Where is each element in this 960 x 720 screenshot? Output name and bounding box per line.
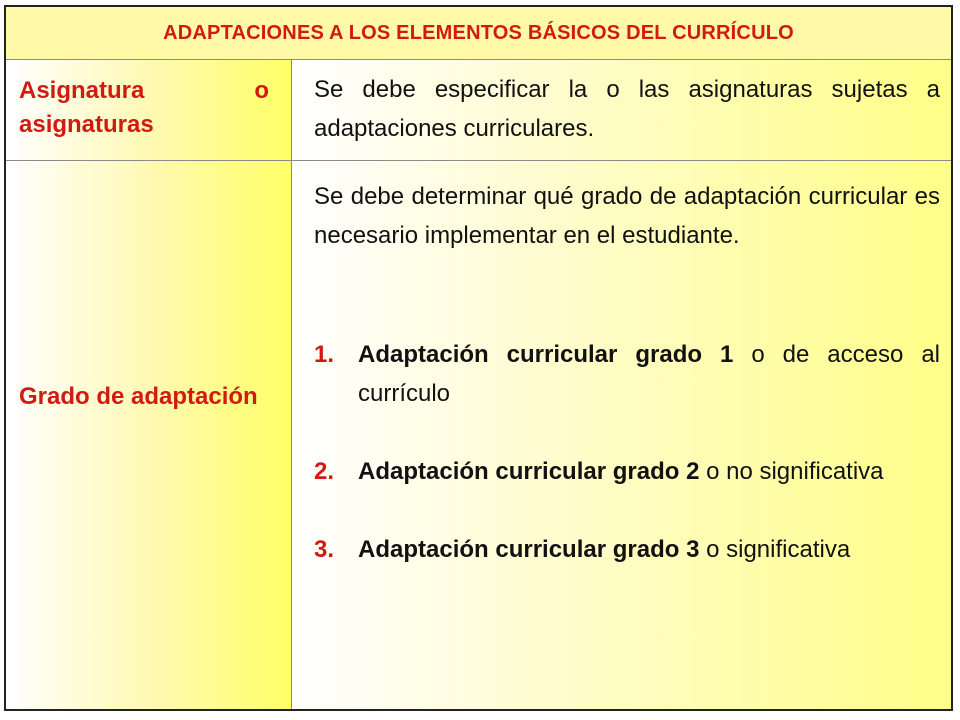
grade-suffix: o no significativa — [699, 458, 884, 485]
list-number: 1. — [314, 341, 335, 368]
row-description: Se debe especificar la o las asignaturas sujetas a adaptaciones curriculares. — [314, 76, 940, 142]
list-number: 3. — [314, 536, 335, 563]
table-row-grade — [6, 161, 951, 709]
list-item — [314, 530, 940, 569]
grade-name: Adaptación curricular grado 2 — [358, 458, 700, 485]
row-label: Grado de adaptación — [19, 383, 258, 410]
list-item — [314, 335, 940, 413]
row-label-cell — [6, 60, 292, 160]
grade-list — [314, 335, 940, 608]
grade-name: Adaptación curricular grado 3 — [358, 536, 700, 563]
curriculum-adaptation-table — [4, 5, 953, 711]
list-item — [314, 452, 940, 491]
row-description-cell — [292, 161, 951, 709]
row-description: Se debe determinar qué grado de adaptación curricular es necesario implementar en el estudiante. — [314, 183, 940, 249]
grade-name: Adaptación curricular grado 1 — [358, 341, 734, 368]
grade-suffix: o significativa — [699, 536, 851, 563]
table-title: ADAPTACIONES A LOS ELEMENTOS BÁSICOS DEL CURRÍCULO — [163, 21, 794, 44]
table-row-subjects — [6, 60, 951, 161]
grade-suffix: o de acceso al currículo — [358, 341, 941, 407]
row-label-cell — [6, 161, 292, 709]
table-title-row — [6, 7, 951, 60]
row-label: Asignatura o asignaturas — [19, 77, 269, 138]
list-number: 2. — [314, 458, 335, 485]
row-description-cell — [292, 60, 951, 160]
